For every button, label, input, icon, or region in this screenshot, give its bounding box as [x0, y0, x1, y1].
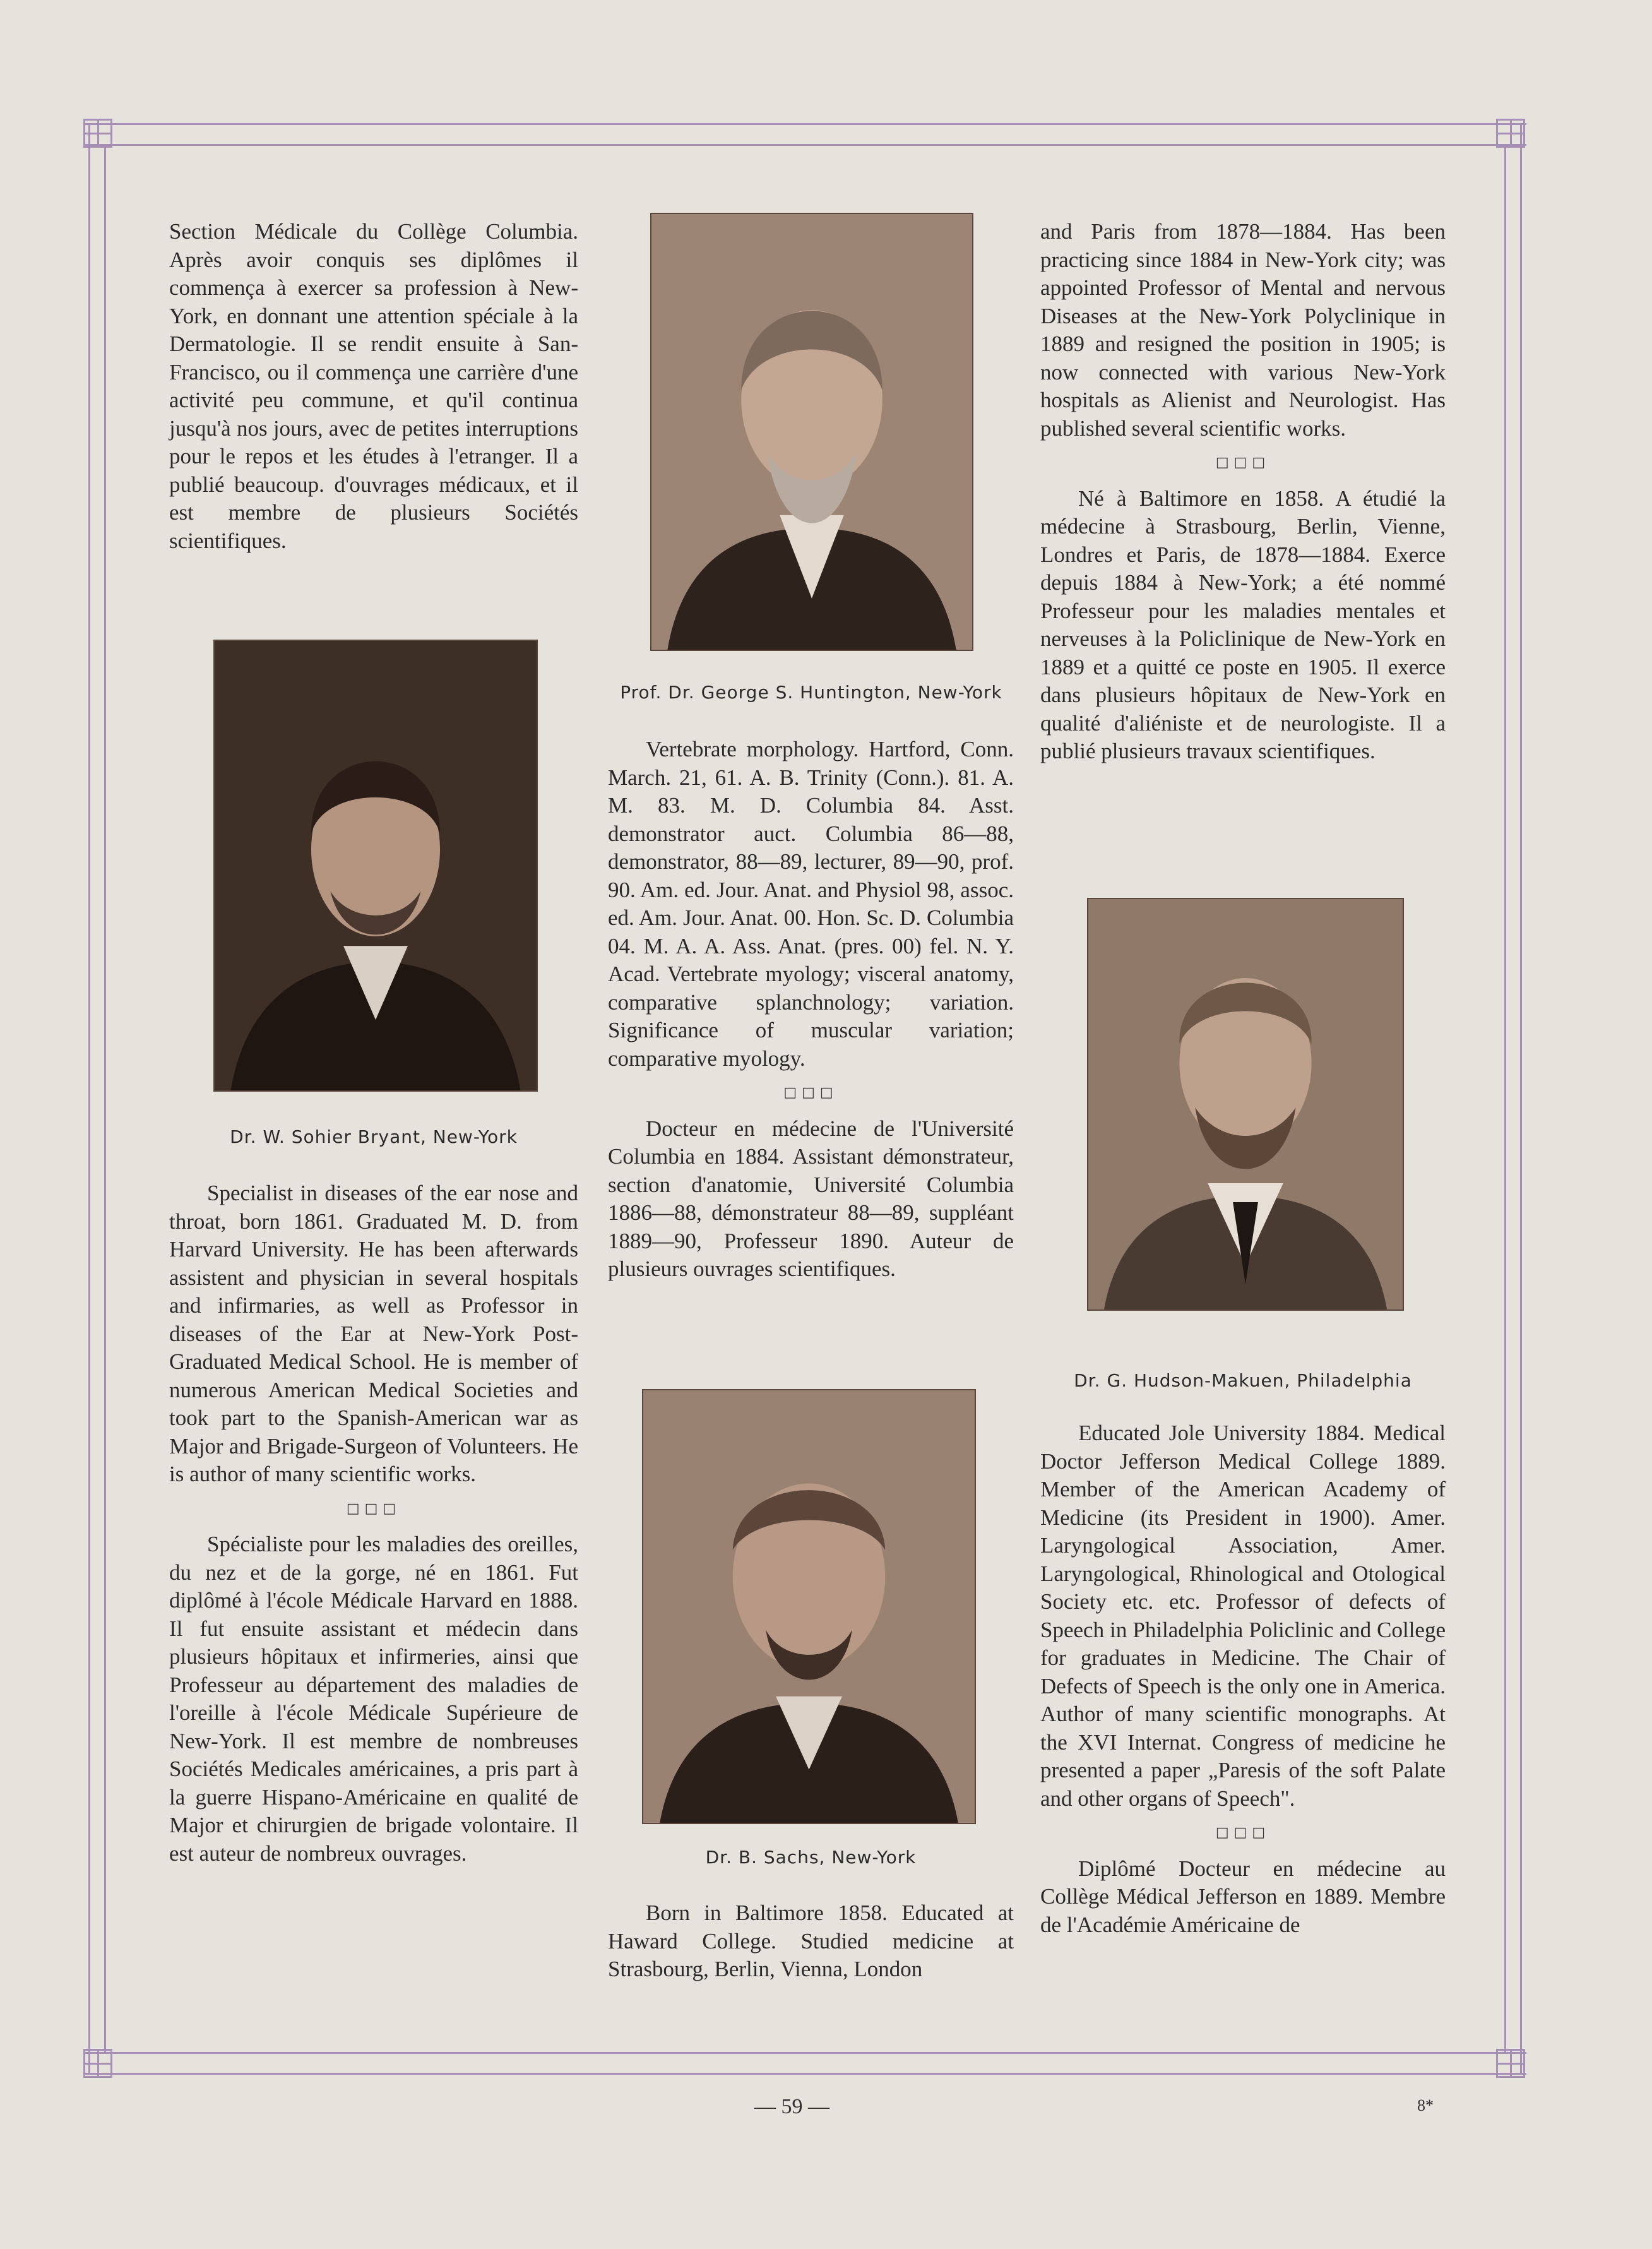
huntington-english-paragraph: Vertebrate morphology. Hartford, Conn. March. 21, 61. A. B. Trinity (Conn.). 81. A. M. 83. M. D. Columbia 84. Asst. demonstrator auct. Columbia 86—88, demonstrator, 88—89, lecturer, 89—90, prof. 90. Am. ed. Jour. Anat. and Physiol 98, assoc. ed. Am. Jour. Anat. 00. Hon. Sc. D. Columbia 04. M. A. A. Ass. Anat. (pres. 00) fel. N. Y. Acad. Vertebrate myology; visceral anatomy, comparative splanchnology; variation. Significance of muscular variation; comparative myology. [608, 737, 1014, 1071]
bryant-intro-paragraph: Section Médicale du Collège Columbia. Après avoir conquis ses diplômes il commença à exercer sa profession à New-York, en donnant une attention spéciale à la Dermatologie. Il se rendit ensuite à San-Francisco, ou il commença une carrière d'une activité peu commune, et qu'il continua jusqu'à nos jours, avec de petites interruptions pour le repos et les études à l'etranger. Il a publié beaucoup. d'ouvrages médicaux, et il est membre de plusieurs Sociétés scientifiques. [169, 219, 578, 553]
caption-bryant: Dr. W. Sohier Bryant, New-York [230, 1126, 518, 1147]
column-middle-text [608, 736, 1014, 1284]
frame-corner-top-right [1496, 119, 1525, 148]
column-middle-bottom [608, 1899, 1014, 1984]
frame-bottom-inner [83, 2052, 1526, 2054]
caption-sachs: Dr. B. Sachs, New-York [705, 1847, 917, 1868]
portrait-sachs-figure [643, 1390, 975, 1823]
frame-corner-top-left [83, 119, 112, 148]
column-right-top [1040, 218, 1446, 766]
signature-mark: 8* [1417, 2096, 1434, 2115]
frame-left-inner [104, 144, 106, 2054]
column-right-bottom [1040, 1419, 1446, 1939]
frame-top-outer [83, 123, 1526, 125]
frame-right-inner [1504, 144, 1506, 2054]
portrait-bryant-figure [215, 641, 537, 1090]
frame-top-inner [83, 144, 1526, 146]
bryant-french-paragraph: Spécialiste pour les maladies des oreilles, du nez et de la gorge, né en 1861. Fut diplômé à l'école Médicale Harvard en 1888. Il fut ensuite assistant et médecin dans plusieurs hôpitaux et infirmeries, ainsi que Professeur au département des maladies de l'oreille à l'école Médicale Supérieure de New-York. Il est membre de nombreuses Sociétés Medicales américaines, a pris part à la guerre Hispano-Américaine en qualité de Major et chirurgien de brigade volontaire. Il est auteur de nombreux ouvrages. [169, 1532, 578, 1866]
page-number: — 59 — [754, 2095, 829, 2118]
portrait-sachs [642, 1389, 976, 1824]
caption-huntington: Prof. Dr. George S. Huntington, New-York [620, 682, 1002, 703]
hudson-makuen-french-paragraph: Diplômé Docteur en médecine au Collège Médical Jefferson en 1889. Membre de l'Académie Américaine de [1040, 1856, 1446, 1937]
separator: □□□ [1215, 1825, 1271, 1840]
frame-corner-bottom-right [1496, 2049, 1525, 2078]
portrait-bryant [213, 640, 538, 1092]
separator: □□□ [346, 1500, 401, 1517]
huntington-french-paragraph: Docteur en médecine de l'Université Columbia en 1884. Assistant démonstrateur, section d'anatomie, Université Columbia 1886—88, démonstrateur 88—89, suppléant 1889—90, Professeur 1890. Auteur de plusieurs ouvrages scientifiques. [608, 1116, 1014, 1281]
hudson-makuen-english-paragraph: Educated Jole University 1884. Medical Doctor Jefferson Medical College 1889. Member of the American Academy of Medicine (its President in 1900). Amer. Laryngological Association, Amer. Laryngological, Rhinological and Otological Society etc. etc. Professor of defects of Speech in Philadelphia Policlinic and College for graduates in Medicine. The Chair of Defects of Speech is the only one in America. Author of many scientific monographs. At the XVI Internat. Congress of medicine he presented a paper „Paresis of the soft Palate and other organs of Speech". [1040, 1421, 1446, 1811]
column-left-top [169, 218, 578, 555]
portrait-huntington-figure [651, 214, 972, 650]
bryant-english-paragraph: Specialist in diseases of the ear nose and throat, born 1861. Graduated M. D. from Harvard University. He has been afterwards assistent and physician in several hospitals and infirmaries, as well as Professor in diseases of the Ear at New-York Post-Graduated Medical School. He is member of numerous American Medical Societies and took part to the Spanish-American war as Major and Brigade-Surgeon of Volunteers. He is author of many scientific works. [169, 1181, 578, 1486]
separator: □□□ [1215, 455, 1271, 470]
frame-corner-bottom-left [83, 2049, 112, 2078]
frame-right-outer [1520, 123, 1522, 2075]
caption-hudson-makuen: Dr. G. Hudson-Makuen, Philadelphia [1074, 1370, 1412, 1391]
portrait-hudson-makuen [1087, 898, 1404, 1311]
portrait-hudson-makuen-figure [1088, 899, 1403, 1309]
frame-left-outer [88, 123, 90, 2075]
separator: □□□ [783, 1085, 838, 1101]
sachs-french-paragraph: Né à Baltimore en 1858. A étudié la médecine à Strasbourg, Berlin, Vienne, Londres et Paris, de 1878—1884. Exerce depuis 1884 à New-York; a été nommé Professeur pour les maladies mentales et nerveuses à la Policlinique de New-York en 1889 et a quitté ce poste en 1905. Il exerce dans plusieurs hôpitaux de New-York en qualité d'aliéniste et de neurologiste. Il a publié plusieurs travaux scientifiques. [1040, 486, 1446, 763]
column-left-bottom [169, 1179, 578, 1868]
portrait-huntington [650, 213, 973, 651]
sachs-english-paragraph: Born in Baltimore 1858. Educated at Haward College. Studied medicine at Strasbourg, Berlin, Vienna, London [608, 1900, 1014, 1981]
sachs-english-continued: and Paris from 1878—1884. Has been practicing since 1884 in New-York city; was appointed Professor of Mental and nervous Diseases at the New-York Polyclinique in 1889 and resigned the position in 1905; is now connected with various New-York hospitals as Alienist and Neurologist. Has published several scientific works. [1040, 219, 1446, 441]
frame-bottom-outer [83, 2073, 1526, 2075]
